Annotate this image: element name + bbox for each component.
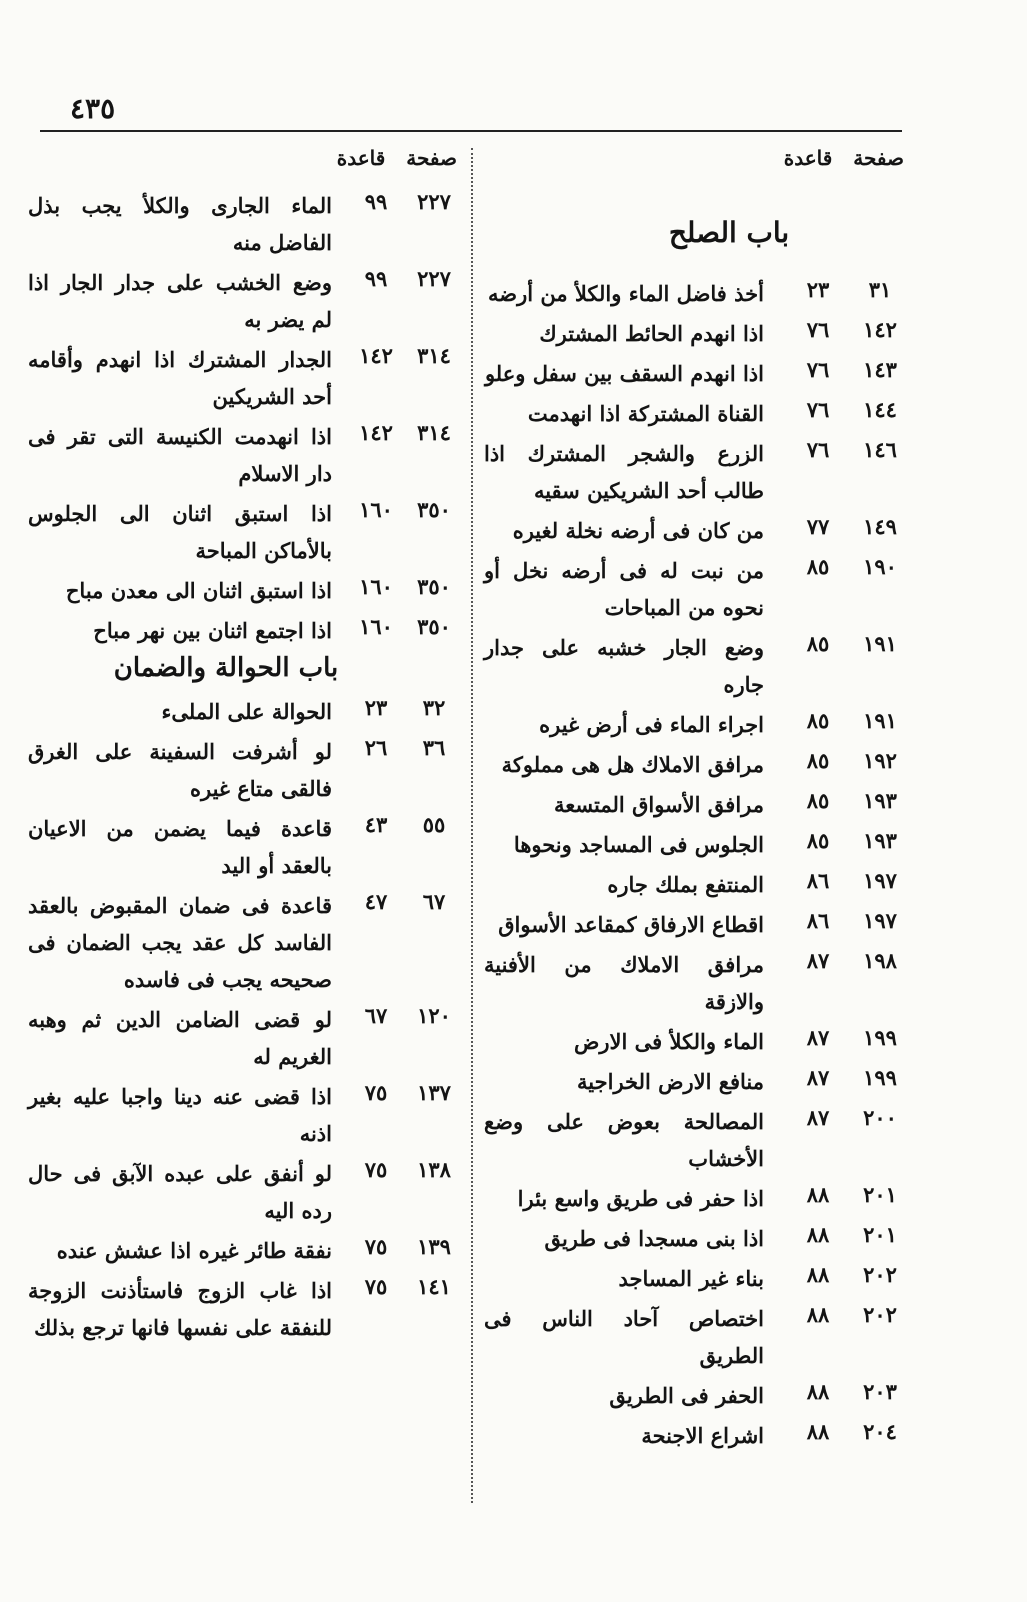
entry-page-number: ٢٠٤ [863, 1419, 897, 1444]
section-title: باب الصلح [668, 216, 790, 249]
entry-rule-number: ٧٧ [806, 514, 830, 539]
index-entry [28, 1155, 464, 1229]
entry-page-number: ٢٢٧ [417, 189, 451, 214]
index-entry [484, 706, 914, 743]
entry-page-number: ١٤٦ [863, 437, 897, 462]
entry-text: قاعدة فيما يضمن من الاعيان بالعقد أو اليد [28, 816, 332, 878]
entry-page-number: ٣٦ [422, 735, 446, 760]
entry-text: اختصاص آحاد الناس فى الطريق [484, 1306, 764, 1368]
entry-page-number: ١٣٧ [417, 1080, 451, 1105]
entry-rule-number: ٧٥ [364, 1274, 388, 1299]
entry-page-number: ٣٢ [422, 695, 446, 720]
entry-rule-number: ٨٨ [806, 1262, 830, 1287]
index-entry [484, 552, 914, 626]
index-entry [484, 826, 914, 863]
index-entry [28, 418, 464, 492]
entry-page-number: ٣١ [868, 277, 892, 302]
entry-page-number: ١٤٣ [863, 357, 897, 382]
entry-rule-number: ١٤٢ [359, 420, 393, 445]
entry-rule-number: ٨٧ [806, 1065, 830, 1090]
entry-page-number: ١٤٤ [863, 397, 897, 422]
header-rule-label: قاعدة [336, 146, 386, 170]
left-column [28, 187, 464, 1349]
index-entry [484, 435, 914, 509]
entry-rule-number: ٧٥ [364, 1157, 388, 1182]
entry-rule-number: ٨٧ [806, 1105, 830, 1130]
index-entry [484, 395, 914, 432]
entry-text: اذا استبق اثنان الى الجلوس بالأماكن المباحة [28, 501, 332, 563]
entry-rule-number: ١٦٠ [359, 497, 393, 522]
index-entry [484, 946, 914, 1020]
entry-text: وضع الجار خشبه على جدار جاره [484, 635, 764, 697]
index-entry [484, 746, 914, 783]
entry-text: قاعدة فى ضمان المقبوض بالعقد الفاسد كل عقد يجب الضمان فى صحيحه يجب فى فاسده [28, 893, 332, 992]
entry-rule-number: ٢٣ [806, 277, 830, 302]
entry-page-number: ١٩٧ [863, 908, 897, 933]
entry-rule-number: ٦٧ [364, 1003, 388, 1028]
entry-page-number: ٢٢٧ [417, 266, 451, 291]
entry-rule-number: ٨٨ [806, 1182, 830, 1207]
entry-text: الماء الجارى والكلأ يجب بذل الفاضل منه [28, 193, 332, 255]
index-entry [28, 1001, 464, 1075]
entry-page-number: ١٣٨ [417, 1157, 451, 1182]
entry-rule-number: ٨٧ [806, 1025, 830, 1050]
entry-page-number: ١٣٩ [417, 1234, 451, 1259]
left-column-header [337, 146, 457, 170]
entry-text: من كان فى أرضه نخلة لغيره [512, 518, 764, 543]
entry-rule-number: ٧٦ [806, 357, 830, 382]
entry-text: أخذ فاضل الماء والكلأ من أرضه [487, 281, 764, 306]
top-rule [40, 130, 902, 132]
entry-rule-number: ٧٥ [364, 1080, 388, 1105]
entry-text: بناء غير المساجد [618, 1266, 764, 1291]
index-entry [484, 1180, 914, 1217]
index-entry [28, 495, 464, 569]
index-entry [484, 315, 914, 352]
index-entry [28, 612, 464, 649]
page-number: ٤٣٥ [70, 92, 116, 125]
entry-rule-number: ٨٥ [806, 788, 830, 813]
entry-text: اشراع الاجنحة [641, 1423, 764, 1448]
index-entry [484, 512, 914, 549]
entry-page-number: ١٩٩ [863, 1025, 897, 1050]
index-entry [28, 1272, 464, 1346]
entry-page-number: ١٤٢ [863, 317, 897, 342]
entry-rule-number: ٨٥ [806, 748, 830, 773]
entry-rule-number: ٢٣ [364, 695, 388, 720]
entry-rule-number: ٨٨ [806, 1419, 830, 1444]
entry-rule-number: ٩٩ [364, 189, 388, 214]
entry-text: لو قضى الضامن الدين ثم وهبه الغريم له [28, 1007, 332, 1069]
entry-rule-number: ٤٧ [364, 889, 388, 914]
index-entry [484, 275, 914, 312]
index-entry [28, 187, 464, 261]
index-entry [484, 1417, 914, 1454]
entry-rule-number: ٨٨ [806, 1302, 830, 1327]
index-entry [484, 786, 914, 823]
index-entry [28, 264, 464, 338]
entry-rule-number: ٤٣ [364, 812, 388, 837]
header-page-label: صفحة [406, 146, 457, 170]
index-entry [28, 693, 464, 730]
entry-text: مرافق الأسواق المتسعة [553, 792, 764, 817]
index-list [28, 693, 464, 1346]
entry-rule-number: ٨٦ [806, 908, 830, 933]
entry-page-number: ١٢٠ [417, 1003, 451, 1028]
entry-page-number: ١٩١ [863, 708, 897, 733]
entry-rule-number: ١٦٠ [359, 614, 393, 639]
index-entry [484, 1377, 914, 1414]
column-divider [471, 148, 473, 1503]
entry-text: اذا استبق اثنان الى معدن مباح [65, 578, 332, 603]
index-entry [484, 355, 914, 392]
index-list [28, 187, 464, 649]
entry-page-number: ٢٠٣ [863, 1379, 897, 1404]
entry-text: اذا قضى عنه دينا واجبا عليه بغير اذنه [28, 1084, 332, 1146]
entry-rule-number: ٧٦ [806, 437, 830, 462]
entry-rule-number: ٨٨ [806, 1222, 830, 1247]
entry-rule-number: ٨٦ [806, 868, 830, 893]
entry-text: وضع الخشب على جدار الجار اذا لم يضر به [28, 270, 332, 332]
header-rule-label: قاعدة [783, 146, 833, 170]
right-column-header [784, 146, 904, 170]
entry-text: اذا حفر فى طريق واسع بئرا [517, 1186, 764, 1211]
index-entry [28, 887, 464, 998]
index-entry [484, 1260, 914, 1297]
entry-rule-number: ٢٦ [364, 735, 388, 760]
entry-rule-number: ٩٩ [364, 266, 388, 291]
index-entry [484, 629, 914, 703]
entry-text: منافع الارض الخراجية [577, 1069, 764, 1094]
index-entry [28, 572, 464, 609]
entry-page-number: ٣٥٠ [417, 497, 451, 522]
index-entry [484, 906, 914, 943]
index-entry [28, 810, 464, 884]
index-entry [484, 1063, 914, 1100]
entry-page-number: ١٩١ [863, 631, 897, 656]
entry-rule-number: ٨٥ [806, 631, 830, 656]
entry-rule-number: ٨٥ [806, 828, 830, 853]
index-entry [28, 733, 464, 807]
entry-text: اذا بنى مسجدا فى طريق [544, 1226, 764, 1251]
entry-rule-number: ٨٧ [806, 948, 830, 973]
section-title: باب الحوالة والضمان [113, 653, 339, 683]
right-column [484, 204, 914, 1457]
entry-text: اذا انهدم السقف بين سفل وعلو [484, 361, 764, 386]
entry-page-number: ١٩٣ [863, 788, 897, 813]
entry-page-number: ١٩٢ [863, 748, 897, 773]
index-entry [484, 1300, 914, 1374]
entry-page-number: ٢٠١ [863, 1222, 897, 1247]
entry-page-number: ٣٥٠ [417, 614, 451, 639]
entry-text: الحوالة على الملىء [161, 699, 332, 724]
entry-page-number: ٢٠٢ [863, 1262, 897, 1287]
entry-page-number: ١٩٠ [863, 554, 897, 579]
entry-text: اجراء الماء فى أرض غيره [539, 712, 764, 737]
entry-text: اذا انهدمت الكنيسة التى تقر فى دار الاسلام [28, 424, 332, 486]
index-entry [484, 1220, 914, 1257]
entry-rule-number: ٨٨ [806, 1379, 830, 1404]
index-entry [484, 1023, 914, 1060]
entry-page-number: ١٩٧ [863, 868, 897, 893]
entry-text: من نبت له فى أرضه نخل أو نحوه من المباحات [484, 558, 764, 620]
entry-text: مرافق الاملاك من الأفنية والازقة [484, 952, 764, 1014]
entry-rule-number: ١٦٠ [359, 574, 393, 599]
index-list [484, 275, 914, 1454]
index-entry [28, 1078, 464, 1152]
entry-text: القناة المشتركة اذا انهدمت [527, 401, 764, 426]
entry-page-number: ٢٠٢ [863, 1302, 897, 1327]
entry-page-number: ٥٥ [422, 812, 446, 837]
index-entry [484, 1103, 914, 1177]
entry-text: اقطاع الارفاق كمقاعد الأسواق [498, 912, 764, 937]
header-page-label: صفحة [853, 146, 904, 170]
index-entry [28, 1232, 464, 1269]
entry-page-number: ٣١٤ [417, 343, 451, 368]
entry-page-number: ١٩٨ [863, 948, 897, 973]
entry-rule-number: ٧٥ [364, 1234, 388, 1259]
entry-page-number: ٦٧ [422, 889, 446, 914]
entry-text: مرافق الاملاك هل هى مملوكة [501, 752, 764, 777]
entry-text: لو أنفق على عبده الآبق فى حال رده اليه [28, 1161, 332, 1223]
entry-text: الجدار المشترك اذا انهدم وأقامه أحد الشريكين [28, 347, 332, 409]
entry-text: اذا انهدم الحائط المشترك [539, 321, 764, 346]
entry-text: لو أشرفت السفينة على الغرق فالقى متاع غيره [28, 739, 332, 801]
entry-text: اذا اجتمع اثنان بين نهر مباح [93, 618, 332, 643]
index-entry [484, 866, 914, 903]
entry-text: الحفر فى الطريق [609, 1383, 764, 1408]
index-entry [28, 341, 464, 415]
entry-page-number: ١٤٩ [863, 514, 897, 539]
entry-rule-number: ٨٥ [806, 554, 830, 579]
entry-rule-number: ١٤٢ [359, 343, 393, 368]
entry-page-number: ٣١٤ [417, 420, 451, 445]
entry-page-number: ١٩٣ [863, 828, 897, 853]
entry-text: الجلوس فى المساجد ونحوها [513, 832, 764, 857]
entry-rule-number: ٧٦ [806, 397, 830, 422]
entry-text: نفقة طائر غيره اذا عشش عنده [56, 1238, 332, 1263]
entry-page-number: ٢٠٠ [863, 1105, 897, 1130]
entry-page-number: ١٩٩ [863, 1065, 897, 1090]
entry-text: المنتفع بملك جاره [607, 872, 764, 897]
entry-page-number: ٢٠١ [863, 1182, 897, 1207]
entry-text: اذا غاب الزوج فاستأذنت الزوجة للنفقة على نفسها فانها ترجع بذلك [28, 1278, 332, 1340]
entry-page-number: ١٤١ [417, 1274, 451, 1299]
entry-page-number: ٣٥٠ [417, 574, 451, 599]
entry-text: المصالحة بعوض على وضع الأخشاب [484, 1109, 764, 1171]
entry-rule-number: ٨٥ [806, 708, 830, 733]
entry-rule-number: ٧٦ [806, 317, 830, 342]
entry-text: الماء والكلأ فى الارض [574, 1029, 764, 1054]
entry-text: الزرع والشجر المشترك اذا طالب أحد الشريكين سقيه [484, 441, 764, 503]
